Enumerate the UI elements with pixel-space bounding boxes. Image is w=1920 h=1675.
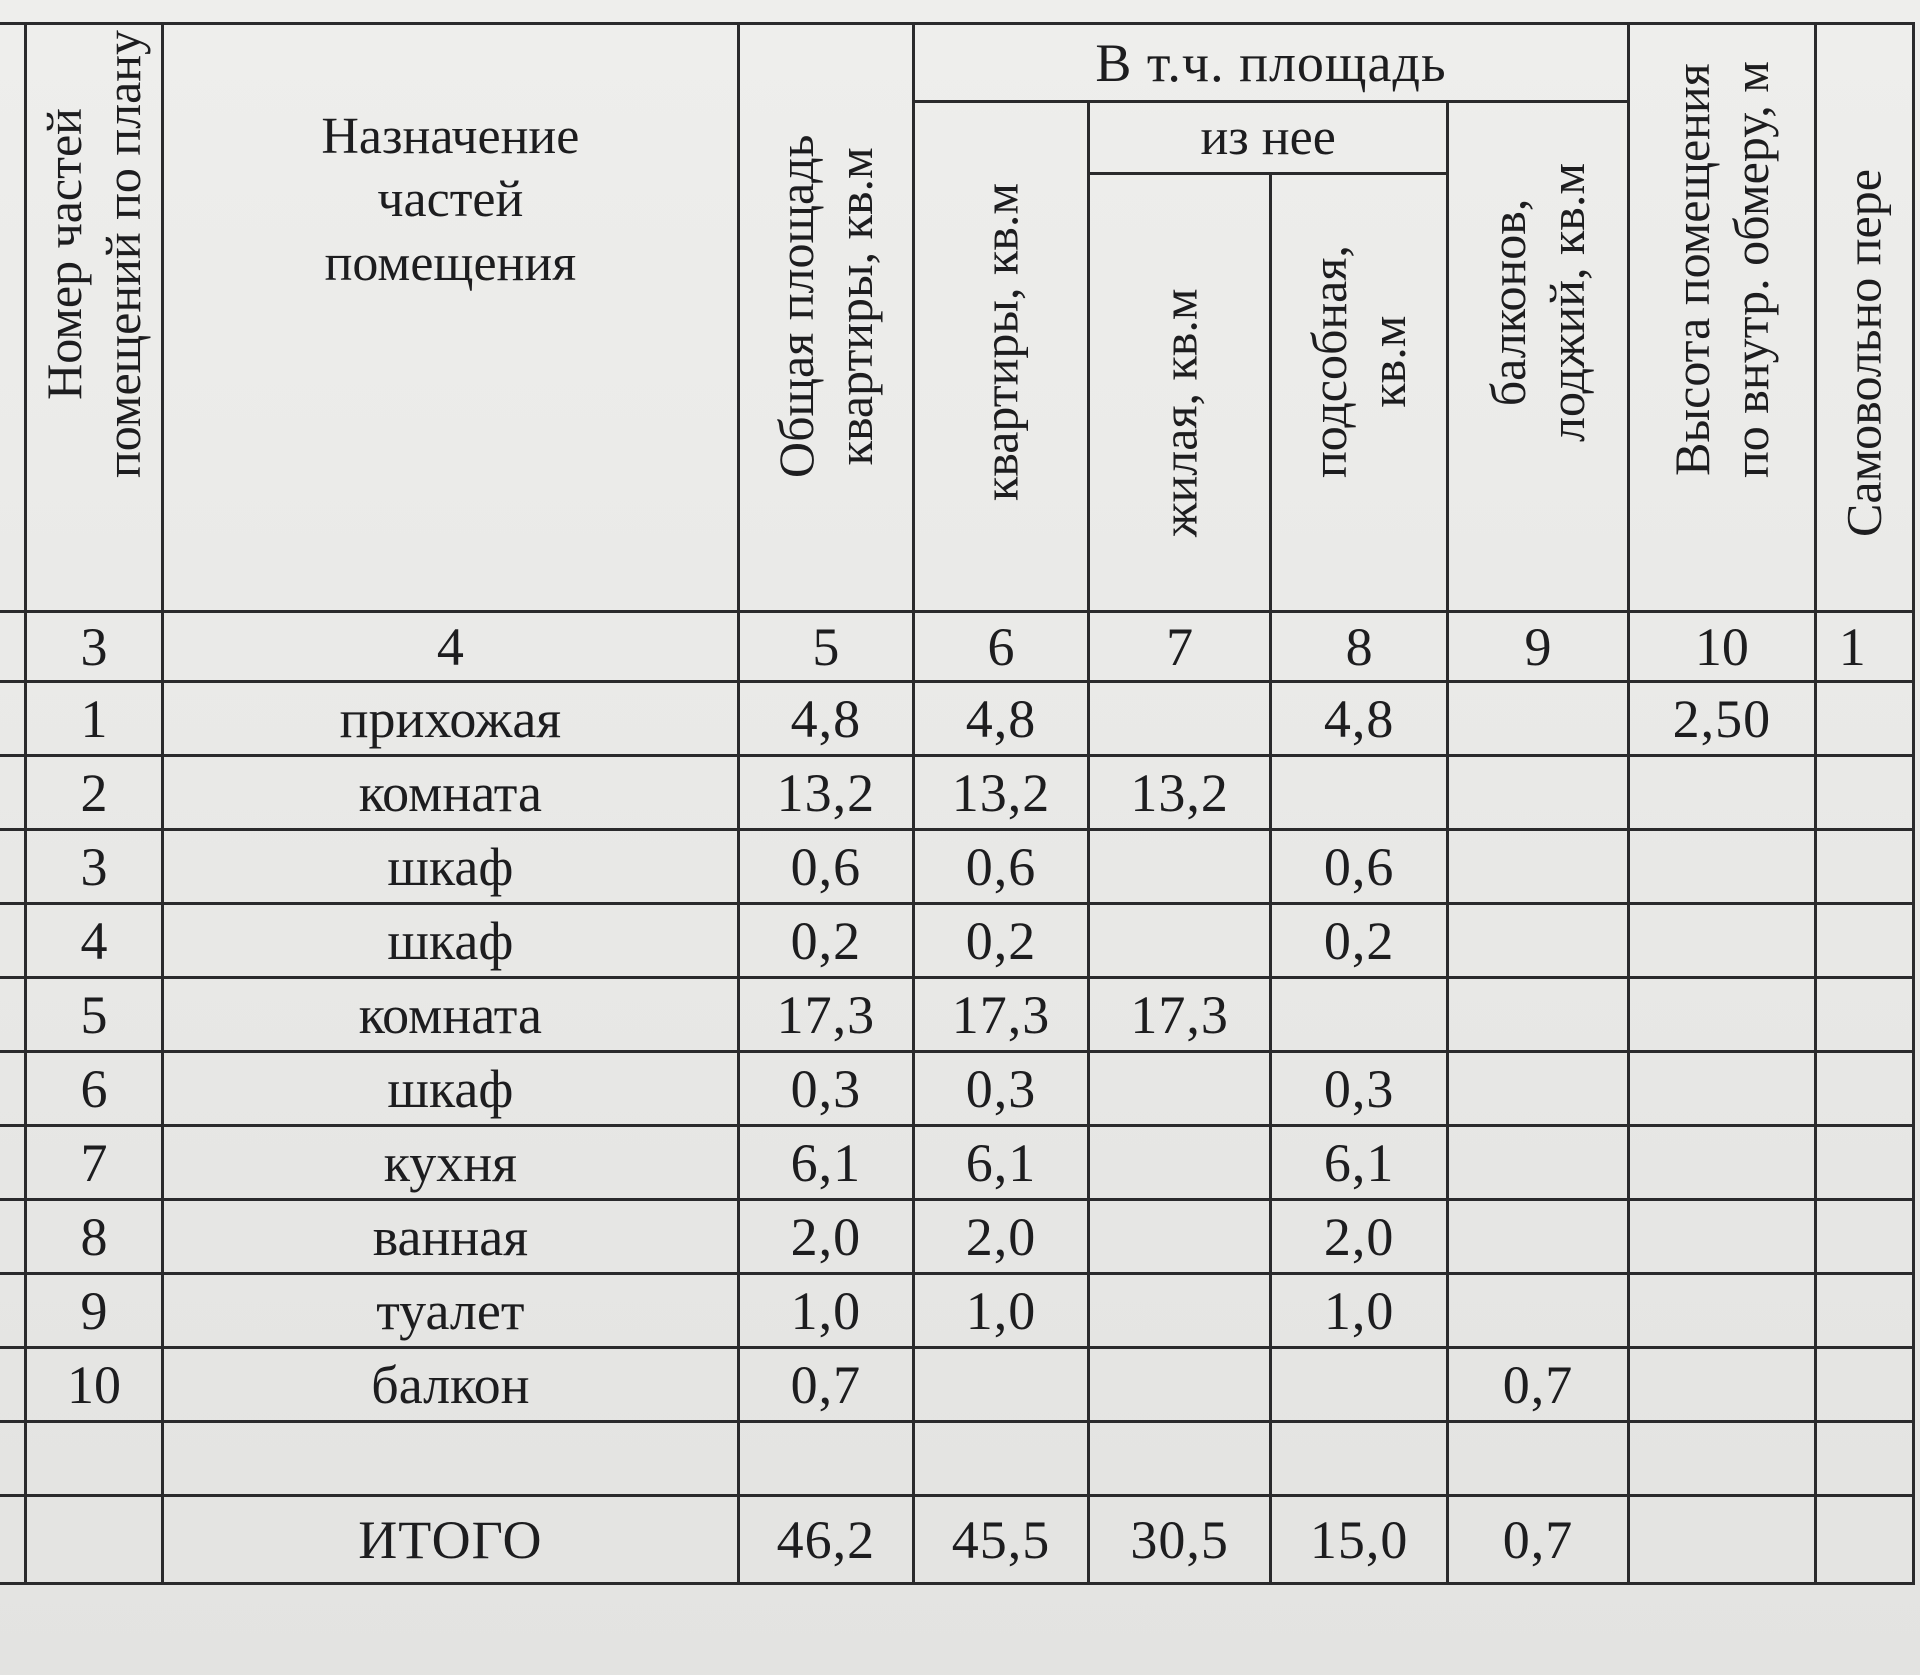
header-living-area bbox=[1089, 174, 1271, 612]
unauthorized-cell bbox=[1815, 1348, 1913, 1422]
area-height bbox=[1628, 904, 1815, 978]
room-number: 2 bbox=[26, 756, 163, 830]
header-line: Назначение bbox=[321, 108, 580, 165]
total-height bbox=[1628, 1496, 1815, 1584]
room-name: балкон bbox=[162, 1348, 738, 1422]
edge-cell bbox=[0, 978, 26, 1052]
area-total: 6,1 bbox=[738, 1126, 913, 1200]
header-aux-area bbox=[1271, 174, 1448, 612]
header-flat-area bbox=[913, 102, 1088, 612]
column-number-row bbox=[0, 612, 1914, 682]
header-line: кв.м bbox=[1360, 315, 1417, 408]
area-aux bbox=[1271, 1348, 1448, 1422]
room-number: 1 bbox=[26, 682, 163, 756]
area-aux: 0,3 bbox=[1271, 1052, 1448, 1126]
area-total: 0,7 bbox=[738, 1348, 913, 1422]
column-number: 4 bbox=[162, 612, 738, 682]
area-height: 2,50 bbox=[1628, 682, 1815, 756]
empty-row bbox=[0, 1422, 1914, 1496]
area-aux bbox=[1271, 756, 1448, 830]
area-total: 13,2 bbox=[738, 756, 913, 830]
total-label: ИТОГО bbox=[162, 1496, 738, 1584]
area-flat: 0,2 bbox=[913, 904, 1088, 978]
header-group-area: В т.ч. площадь bbox=[913, 24, 1628, 102]
area-flat bbox=[913, 1348, 1088, 1422]
edge-cell bbox=[0, 612, 26, 682]
area-height bbox=[1628, 1274, 1815, 1348]
column-number: 1 bbox=[1815, 612, 1913, 682]
table-row bbox=[0, 1274, 1914, 1348]
area-aux: 1,0 bbox=[1271, 1274, 1448, 1348]
area-height bbox=[1628, 1052, 1815, 1126]
area-flat: 1,0 bbox=[913, 1274, 1088, 1348]
empty-cell bbox=[26, 1422, 163, 1496]
area-living: 13,2 bbox=[1089, 756, 1271, 830]
area-height bbox=[1628, 830, 1815, 904]
column-number: 10 bbox=[1628, 612, 1815, 682]
total-aux: 15,0 bbox=[1271, 1496, 1448, 1584]
header-line: частей bbox=[377, 171, 524, 229]
area-balcony bbox=[1448, 1274, 1629, 1348]
header-line: по внутр. обмеру, м bbox=[1722, 61, 1779, 478]
header-plan-number bbox=[26, 24, 163, 612]
edge-cell bbox=[0, 904, 26, 978]
header-line: подсобная, bbox=[1301, 245, 1358, 478]
area-flat: 6,1 bbox=[913, 1126, 1088, 1200]
room-number: 4 bbox=[26, 904, 163, 978]
area-balcony bbox=[1448, 1200, 1629, 1274]
area-balcony bbox=[1448, 978, 1629, 1052]
room-name: прихожая bbox=[162, 682, 738, 756]
area-flat: 4,8 bbox=[913, 682, 1088, 756]
table-row bbox=[0, 1348, 1914, 1422]
empty-cell bbox=[1628, 1422, 1815, 1496]
area-living bbox=[1089, 682, 1271, 756]
empty-cell bbox=[1271, 1422, 1448, 1496]
unauthorized-cell bbox=[1815, 1200, 1913, 1274]
header-room-height bbox=[1628, 24, 1815, 612]
area-aux: 2,0 bbox=[1271, 1200, 1448, 1274]
header-line: Самовольно пере bbox=[1835, 169, 1892, 537]
column-number: 8 bbox=[1271, 612, 1448, 682]
edge-cell bbox=[0, 1274, 26, 1348]
area-flat: 0,3 bbox=[913, 1052, 1088, 1126]
table-row bbox=[0, 1200, 1914, 1274]
area-balcony: 0,7 bbox=[1448, 1348, 1629, 1422]
edge-cell bbox=[0, 1200, 26, 1274]
column-number: 3 bbox=[26, 612, 163, 682]
total-flat: 45,5 bbox=[913, 1496, 1088, 1584]
edge-cell bbox=[0, 24, 26, 612]
area-height bbox=[1628, 978, 1815, 1052]
room-name: шкаф bbox=[162, 1052, 738, 1126]
area-living bbox=[1089, 1274, 1271, 1348]
total-balcony: 0,7 bbox=[1448, 1496, 1629, 1584]
room-name: шкаф bbox=[162, 904, 738, 978]
edge-cell bbox=[0, 756, 26, 830]
unauthorized-cell bbox=[1815, 978, 1913, 1052]
unauthorized-cell bbox=[1815, 1126, 1913, 1200]
empty-cell bbox=[738, 1422, 913, 1496]
table-row bbox=[0, 682, 1914, 756]
edge-cell bbox=[0, 1496, 26, 1584]
area-total: 0,6 bbox=[738, 830, 913, 904]
unauthorized-cell bbox=[1815, 1496, 1913, 1584]
empty-cell bbox=[162, 1422, 738, 1496]
total-total: 46,2 bbox=[738, 1496, 913, 1584]
room-number: 6 bbox=[26, 1052, 163, 1126]
area-living: 17,3 bbox=[1089, 978, 1271, 1052]
column-number: 9 bbox=[1448, 612, 1629, 682]
area-flat: 17,3 bbox=[913, 978, 1088, 1052]
header-line: жилая, кв.м bbox=[1151, 288, 1208, 537]
area-total: 2,0 bbox=[738, 1200, 913, 1274]
area-balcony bbox=[1448, 682, 1629, 756]
area-balcony bbox=[1448, 1126, 1629, 1200]
area-height bbox=[1628, 1348, 1815, 1422]
empty-cell bbox=[1089, 1422, 1271, 1496]
edge-cell bbox=[0, 830, 26, 904]
header-line: Номер частей bbox=[35, 108, 92, 400]
unauthorized-cell bbox=[1815, 830, 1913, 904]
area-total: 0,2 bbox=[738, 904, 913, 978]
header-line: квартиры, кв.м bbox=[826, 147, 883, 466]
area-aux: 6,1 bbox=[1271, 1126, 1448, 1200]
area-balcony bbox=[1448, 1052, 1629, 1126]
table-row bbox=[0, 1126, 1914, 1200]
area-total: 1,0 bbox=[738, 1274, 913, 1348]
area-aux: 0,2 bbox=[1271, 904, 1448, 978]
header-line: помещений по плану bbox=[94, 29, 151, 478]
area-height bbox=[1628, 1200, 1815, 1274]
unauthorized-cell bbox=[1815, 1052, 1913, 1126]
header-balcony-area bbox=[1448, 102, 1629, 612]
room-number: 5 bbox=[26, 978, 163, 1052]
edge-cell bbox=[0, 682, 26, 756]
table-row bbox=[0, 904, 1914, 978]
unauthorized-cell bbox=[1815, 1274, 1913, 1348]
area-total: 17,3 bbox=[738, 978, 913, 1052]
edge-cell bbox=[0, 1126, 26, 1200]
empty-cell bbox=[1448, 1422, 1629, 1496]
area-living bbox=[1089, 1052, 1271, 1126]
header-of-which: из нее bbox=[1089, 102, 1448, 174]
area-balcony bbox=[1448, 830, 1629, 904]
header-total-area bbox=[738, 24, 913, 612]
room-name: кухня bbox=[162, 1126, 738, 1200]
unauthorized-cell bbox=[1815, 682, 1913, 756]
area-aux bbox=[1271, 978, 1448, 1052]
header-unauthorized bbox=[1815, 24, 1913, 612]
header-line: лоджий, кв.м bbox=[1539, 162, 1596, 442]
room-number: 8 bbox=[26, 1200, 163, 1274]
area-height bbox=[1628, 1126, 1815, 1200]
area-aux: 0,6 bbox=[1271, 830, 1448, 904]
header-line: квартиры, кв.м bbox=[972, 182, 1029, 501]
area-living bbox=[1089, 904, 1271, 978]
area-total: 0,3 bbox=[738, 1052, 913, 1126]
area-total: 4,8 bbox=[738, 682, 913, 756]
area-height bbox=[1628, 756, 1815, 830]
room-name: ванная bbox=[162, 1200, 738, 1274]
unauthorized-cell bbox=[1815, 756, 1913, 830]
area-balcony bbox=[1448, 904, 1629, 978]
edge-cell bbox=[0, 1052, 26, 1126]
room-number: 10 bbox=[26, 1348, 163, 1422]
room-number: 3 bbox=[26, 830, 163, 904]
area-flat: 0,6 bbox=[913, 830, 1088, 904]
column-number: 6 bbox=[913, 612, 1088, 682]
empty-cell bbox=[913, 1422, 1088, 1496]
table-row bbox=[0, 756, 1914, 830]
empty-cell bbox=[1815, 1422, 1913, 1496]
room-number: 7 bbox=[26, 1126, 163, 1200]
table-row bbox=[0, 830, 1914, 904]
header-line: помещения bbox=[324, 234, 577, 292]
table-row bbox=[0, 978, 1914, 1052]
header-line: балконов, bbox=[1480, 198, 1537, 407]
header-purpose bbox=[162, 24, 738, 612]
total-number bbox=[26, 1496, 163, 1584]
column-number: 7 bbox=[1089, 612, 1271, 682]
total-row bbox=[0, 1496, 1914, 1584]
room-number: 9 bbox=[26, 1274, 163, 1348]
edge-cell bbox=[0, 1348, 26, 1422]
unauthorized-cell bbox=[1815, 904, 1913, 978]
room-name: туалет bbox=[162, 1274, 738, 1348]
area-aux: 4,8 bbox=[1271, 682, 1448, 756]
empty-cell bbox=[0, 1422, 26, 1496]
area-living bbox=[1089, 1126, 1271, 1200]
header-line: Общая площадь bbox=[767, 134, 824, 478]
area-flat: 2,0 bbox=[913, 1200, 1088, 1274]
room-area-table bbox=[0, 22, 1915, 1585]
room-name: комната bbox=[162, 978, 738, 1052]
area-balcony bbox=[1448, 756, 1629, 830]
total-living: 30,5 bbox=[1089, 1496, 1271, 1584]
room-name: шкаф bbox=[162, 830, 738, 904]
area-living bbox=[1089, 1348, 1271, 1422]
table-row bbox=[0, 1052, 1914, 1126]
area-living bbox=[1089, 1200, 1271, 1274]
header-line: Высота помещения bbox=[1663, 63, 1720, 476]
room-name: комната bbox=[162, 756, 738, 830]
area-flat: 13,2 bbox=[913, 756, 1088, 830]
area-living bbox=[1089, 830, 1271, 904]
column-number: 5 bbox=[738, 612, 913, 682]
